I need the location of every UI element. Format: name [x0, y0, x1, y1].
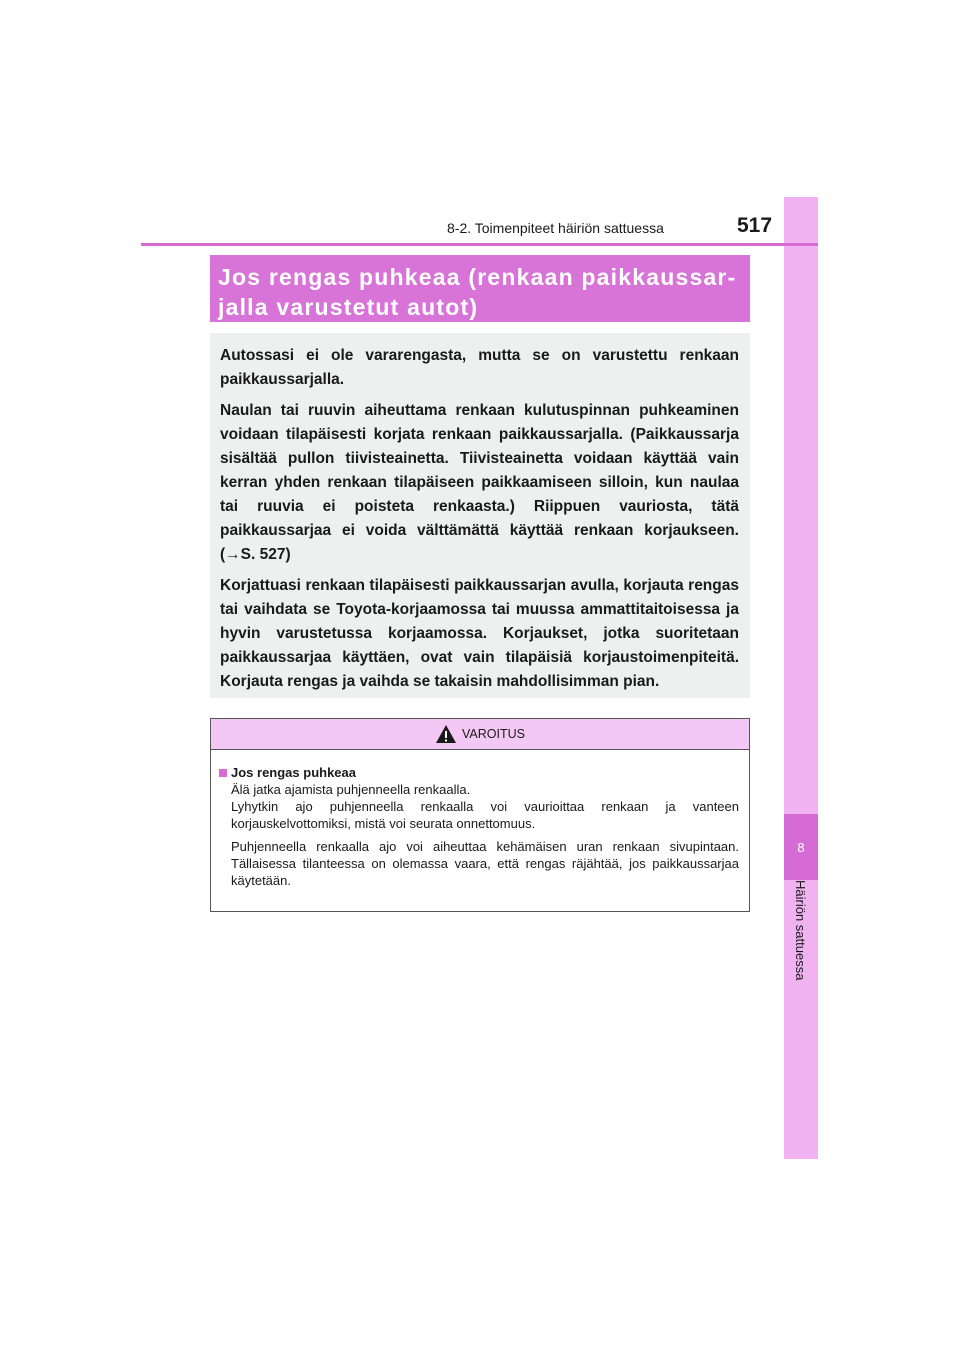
page-number: 517	[737, 214, 773, 237]
running-header: 8-2. Toimenpiteet häiriön sattuessa	[447, 220, 664, 236]
warning-line-3: Puhjenneella renkaalla ajo voi aiheuttaa kehämäisen uran renkaan sivupintaan. Tällaisessa tilanteessa on olemassa vaara, että rengas räjähtää, jos paikkaussarjaa käytetään.	[231, 839, 739, 888]
header-rule	[141, 243, 818, 246]
square-bullet-icon	[219, 769, 227, 777]
chapter-number-badge	[784, 814, 818, 880]
warning-line-2: Lyhytkin ajo puhjenneella renkaalla voi vaurioittaa renkaan ja vanteen korjauskelvottomiksi, mistä voi seurata onnettomuus.	[231, 799, 739, 831]
warning-body	[211, 750, 749, 889]
warning-text	[219, 781, 739, 889]
section-title	[218, 262, 742, 322]
chapter-title-vertical	[784, 880, 818, 1010]
warning-label: VAROITUS	[462, 727, 525, 741]
section-title-line2: jalla varustetut autot)	[218, 294, 479, 320]
chapter-title: Häiriön sattuessa	[793, 880, 808, 981]
intro-paragraph-3: Korjattuasi renkaan tilapäisesti paikkaussarjan avulla, korjauta rengas tai vaihdata se Toyota-korjaamossa tai muussa ammattitaitoisessa ja hyvin varustetussa korjaamossa. Korjaukset, jotka suoritetaan paikkaussarjaa käyttäen, ovat vain tilapäisiä korjaustoimenpiteitä. Korjauta rengas ja vaihda se takaisin mahdollisimman pian.	[220, 577, 739, 690]
section-title-band	[210, 255, 750, 322]
warning-header	[211, 719, 749, 750]
warning-heading	[219, 764, 739, 781]
warning-heading-text: Jos rengas puhkeaa	[231, 765, 356, 780]
warning-triangle-icon	[435, 724, 457, 744]
warning-line-1: Älä jatka ajamista puhjenneella renkaalla.	[231, 782, 471, 797]
chapter-number: 8	[797, 839, 805, 855]
intro-box	[210, 333, 750, 698]
chapter-side-tab	[784, 197, 818, 1159]
section-title-line1: Jos rengas puhkeaa (renkaan paikkaussar-	[218, 264, 737, 290]
intro-paragraph-1: Autossasi ei ole vararengasta, mutta se on varustettu renkaan paikkaussarjalla.	[220, 347, 739, 388]
intro-paragraph-2: Naulan tai ruuvin aiheuttama renkaan kulutuspinnan puhkeaminen voidaan tilapäisesti korjata renkaan paikkaussarjalla. (Paikkaussarja sisältää pullon tiivisteainetta. Tiivisteainetta voidaan käyttää vain kerran yhden renkaan tilapäiseen paikkaamiseen silloin, kun naulaa tai ruuvia ei poisteta renkaasta.) Riippuen vauriosta, tätä paikkaussarjaa ei voida välttämättä käyttää renkaan korjaukseen. (→S. 527)	[220, 402, 739, 563]
warning-box	[210, 718, 750, 912]
